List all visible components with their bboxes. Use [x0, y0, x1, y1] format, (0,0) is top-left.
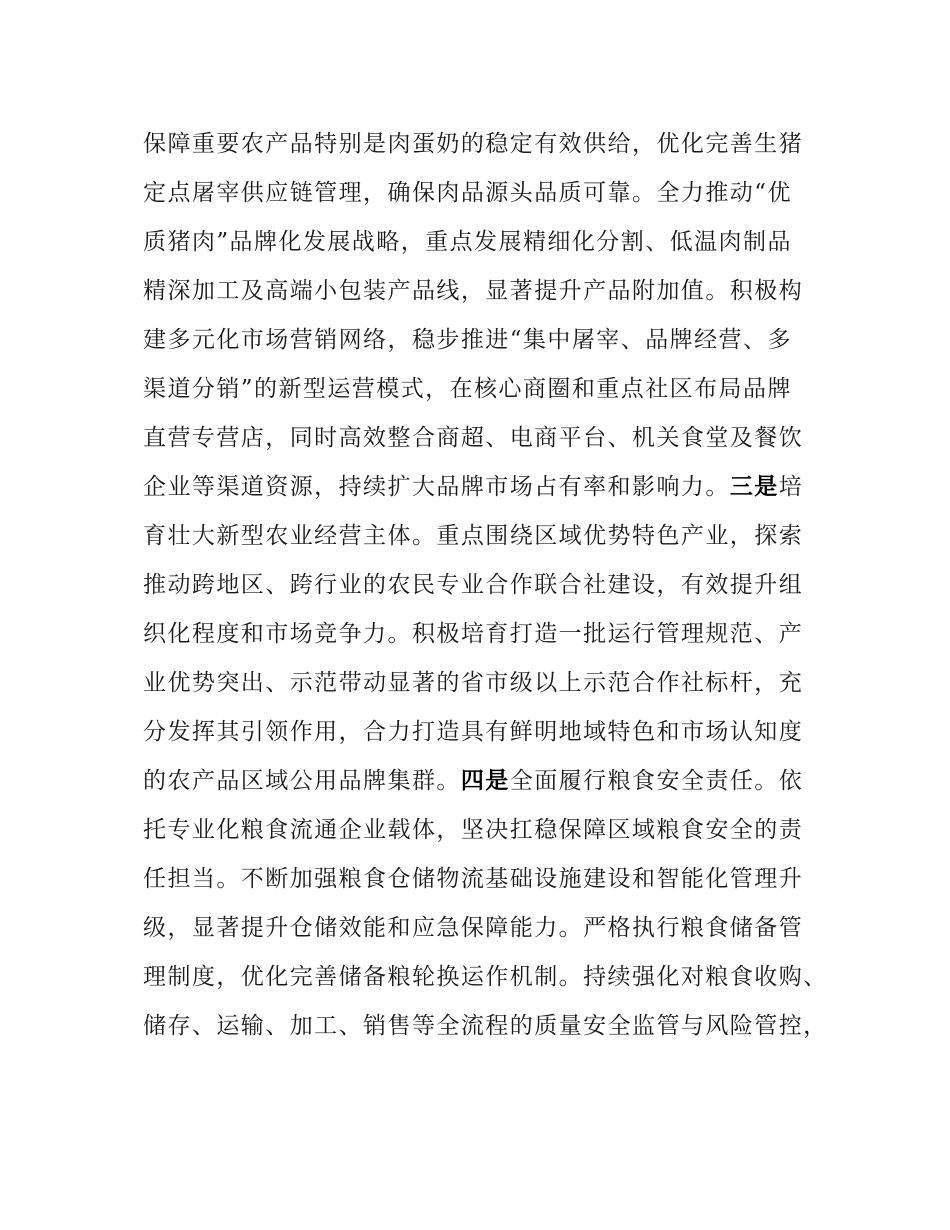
text-line [143, 561, 823, 610]
text-line [143, 414, 823, 463]
text-segment: 级，显著提升仓储效能和应急保障能力。严格执行粮食储备管 [143, 915, 804, 941]
text-line [143, 708, 823, 757]
text-line [143, 512, 823, 561]
text-segment: 直营专营店，同时高效整合商超、电商平台、机关食堂及餐饮 [143, 425, 804, 451]
emphasis-label: 四是 [460, 768, 510, 794]
text-segment: 储存、运输、加工、销售等全流程的质量安全监管与风险管控， [143, 1013, 828, 1039]
text-segment: 定点屠宰供应链管理，确保肉品源头品质可靠。全力推动“优 [143, 180, 792, 206]
text-line [143, 659, 823, 708]
text-line [143, 806, 823, 855]
text-segment: 业优势突出、示范带动显著的省市级以上示范合作社标杆，充 [143, 670, 804, 696]
text-segment: 质猪肉”品牌化发展战略，重点发展精细化分割、低温肉制品 [143, 229, 792, 255]
text-line [143, 218, 823, 267]
text-segment: 织化程度和市场竞争力。积极培育打造一批运行管理规范、产 [143, 621, 804, 647]
text-segment: 保障重要农产品特别是肉蛋奶的稳定有效供给，优化完善生猪 [143, 131, 804, 157]
text-segment: 理制度，优化完善储备粮轮换运作机制。持续强化对粮食收购、 [143, 964, 828, 990]
text-line [143, 953, 828, 1002]
text-segment: 建多元化市场营销网络，稳步推进“集中屠宰、品牌经营、多 [143, 327, 792, 353]
text-line [143, 267, 823, 316]
text-line [143, 610, 823, 659]
text-segment: 的农产品区域公用品牌集群。 [143, 768, 461, 794]
text-segment: 分发挥其引领作用，合力打造具有鲜明地域特色和市场认知度 [143, 719, 804, 745]
text-line [143, 757, 823, 806]
text-segment: 全面履行粮食安全责任。依 [509, 768, 804, 794]
emphasis-label: 三是 [729, 474, 779, 500]
text-line [143, 855, 823, 904]
text-segment: 推动跨地区、跨行业的农民专业合作联合社建设，有效提升组 [143, 572, 804, 598]
text-segment: 任担当。不断加强粮食仓储物流基础设施建设和智能化管理升 [143, 866, 804, 892]
text-line [143, 463, 823, 512]
text-line [143, 169, 823, 218]
text-segment: 托专业化粮食流通企业载体，坚决扛稳保障区域粮食安全的责 [143, 817, 804, 843]
text-segment: 精深加工及高端小包装产品线，显著提升产品附加值。积极构 [143, 278, 804, 304]
text-segment: 企业等渠道资源，持续扩大品牌市场占有率和影响力。 [143, 474, 730, 500]
text-segment: 育壮大新型农业经营主体。重点围绕区域优势特色产业，探索 [143, 523, 804, 549]
text-line [143, 365, 823, 414]
text-line [143, 904, 823, 953]
body-paragraph [143, 120, 828, 1051]
text-line [143, 1002, 828, 1051]
text-line [143, 316, 823, 365]
text-segment: 培 [778, 474, 804, 500]
text-line [143, 120, 823, 169]
text-segment: 渠道分销”的新型运营模式，在核心商圈和重点社区布局品牌 [143, 376, 792, 402]
